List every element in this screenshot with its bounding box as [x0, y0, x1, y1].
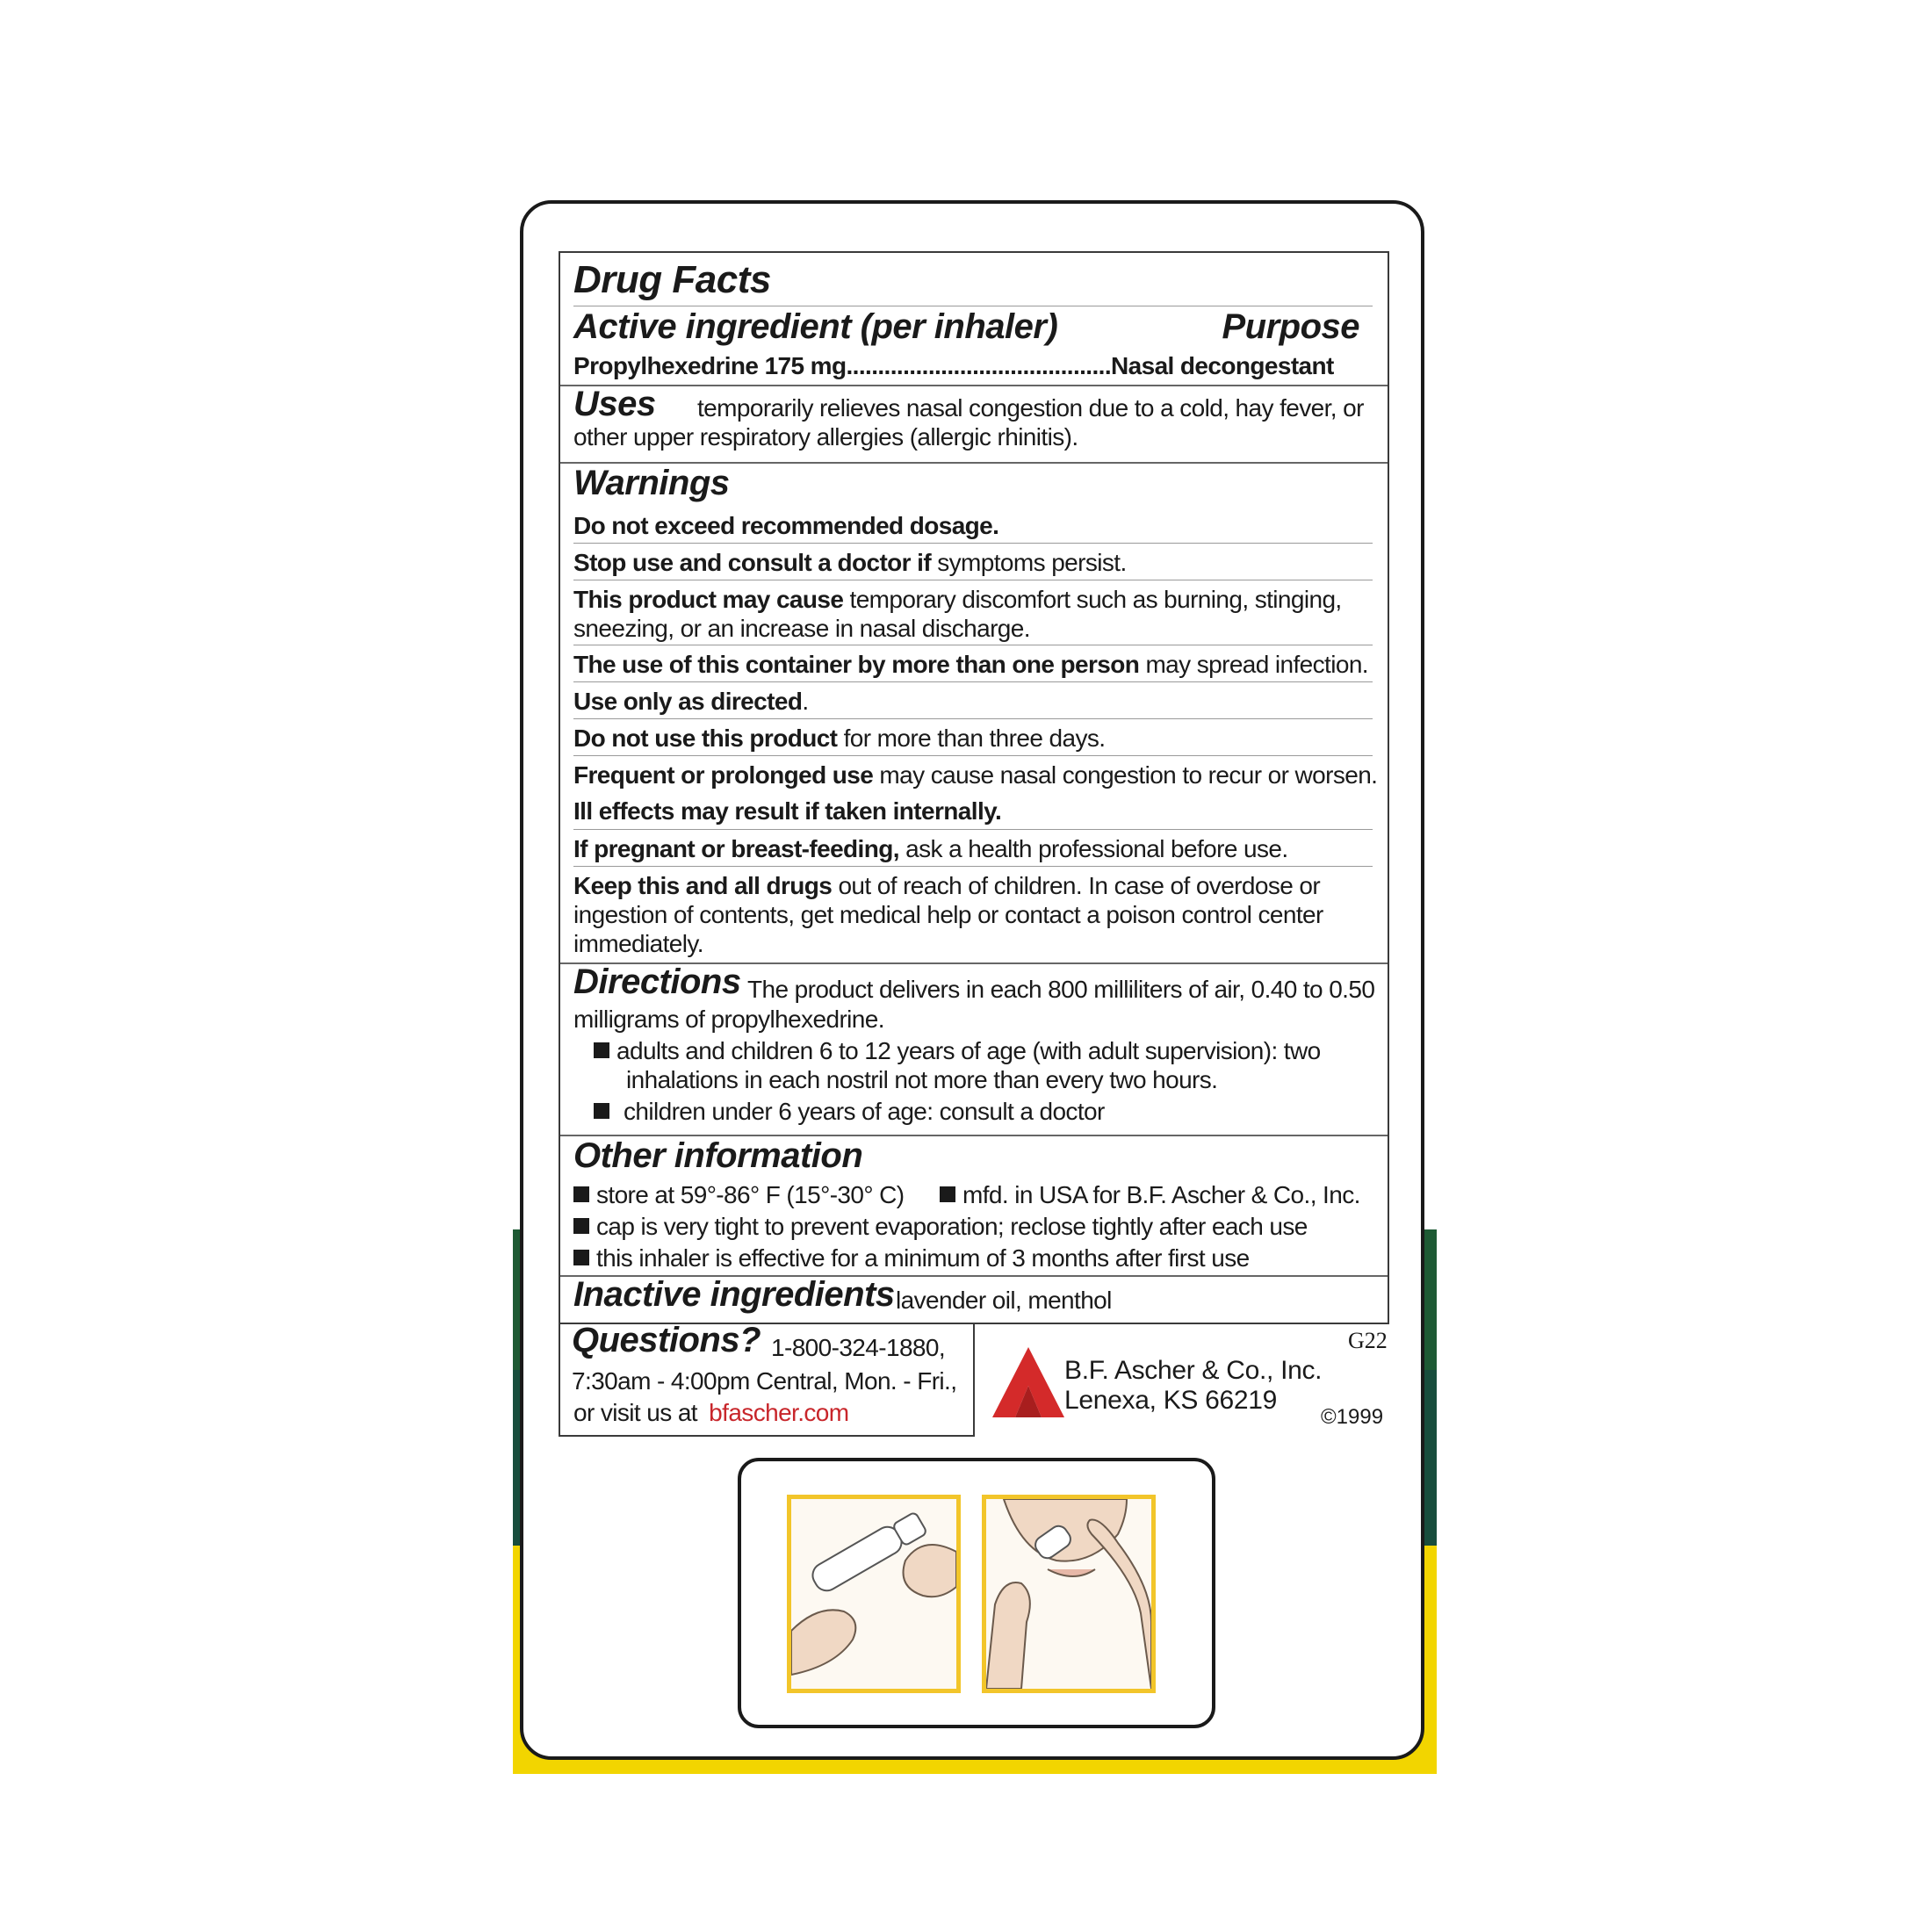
divider — [573, 755, 1373, 756]
warning-item: The use of this container by more than one person may spread infection. — [573, 651, 1368, 678]
uses-text-line1: temporarily relieves nasal congestion due to a cold, hay fever, or — [697, 394, 1364, 422]
company-logo-icon — [991, 1344, 1066, 1419]
divider — [573, 718, 1373, 719]
warning-item: If pregnant or breast-feeding, ask a health professional before use. — [573, 835, 1288, 862]
active-ingredient-name: Propylhexedrine 175 mg — [573, 352, 847, 379]
directions-heading: Directions — [573, 962, 741, 1001]
divider — [573, 681, 1373, 682]
bullet-icon — [594, 1103, 609, 1119]
directions-intro-line2: milligrams of propylhexedrine. — [573, 1006, 884, 1033]
purpose-heading: Purpose — [1222, 307, 1359, 346]
other-info-effective: this inhaler is effective for a minimum of 3 months after first use — [573, 1244, 1250, 1272]
questions-visit: or visit us at bfascher.com — [573, 1399, 849, 1426]
warning-item: This product may cause temporary discomfort such as burning, stinging, sneezing, or an increase in nasal discharge. — [573, 586, 1342, 642]
drug-facts-title: Drug Facts — [573, 258, 771, 301]
bullet-icon — [940, 1186, 955, 1202]
drug-facts-panel — [559, 251, 1389, 1324]
usage-illustrations — [738, 1458, 1215, 1728]
other-info-cap: cap is very tight to prevent evaporation; reclose tightly after each use — [573, 1212, 1308, 1241]
label-code: G22 — [1348, 1328, 1388, 1353]
directions-bullet-1-cont: inhalations in each nostril not more than every two hours. — [626, 1066, 1218, 1093]
hands-uncapping-icon — [791, 1499, 956, 1689]
warning-item: Frequent or prolonged use may cause nasal congestion to recur or worsen. — [573, 761, 1378, 789]
leader-dots: .......................................... — [846, 352, 1112, 379]
uses-heading: Uses — [573, 385, 656, 423]
bullet-icon — [573, 1218, 589, 1234]
inactive-ingredients-text: lavender oil, menthol — [896, 1287, 1112, 1314]
other-info-mfd: mfd. in USA for B.F. Ascher & Co., Inc. — [940, 1180, 1360, 1209]
active-ingredient-line — [573, 351, 1373, 380]
bullet-icon — [594, 1042, 609, 1058]
divider — [573, 543, 1373, 544]
divider — [573, 829, 1373, 830]
active-ingredient-purpose: Nasal decongestant — [1111, 352, 1334, 379]
bullet-icon — [573, 1186, 589, 1202]
copyright: ©1999 — [1321, 1405, 1384, 1429]
uses-text-line2: other upper respiratory allergies (allergic rhinitis). — [573, 423, 1078, 451]
questions-heading: Questions? — [572, 1321, 761, 1359]
directions-intro-line1: The product delivers in each 800 milliliters of air, 0.40 to 0.50 — [747, 976, 1375, 1003]
active-ingredient-heading: Active ingredient (per inhaler) — [573, 307, 1058, 346]
warning-item: Ill effects may result if taken internally. — [573, 797, 1002, 825]
other-information-heading: Other information — [573, 1136, 863, 1175]
warnings-heading: Warnings — [573, 464, 730, 502]
questions-hours: 7:30am - 4:00pm Central, Mon. - Fri., — [572, 1367, 957, 1395]
directions-bullet-1: adults and children 6 to 12 years of age (with adult supervision): two — [594, 1036, 1321, 1065]
website-link[interactable]: bfascher.com — [709, 1399, 849, 1426]
warning-item: Use only as directed. — [573, 688, 809, 715]
directions-bullet-2: children under 6 years of age: consult a doctor — [594, 1097, 1105, 1126]
warning-item: Keep this and all drugs out of reach of children. In case of overdose or ingestion of contents, get medical help or contact a poison control center immediately. — [573, 872, 1323, 957]
section-divider — [560, 385, 1388, 386]
uncap-inhaler-illustration — [787, 1495, 961, 1693]
company-address: Lenexa, KS 66219 — [1064, 1386, 1278, 1415]
warning-item: Stop use and consult a doctor if symptoms persist. — [573, 549, 1127, 576]
face-inhaling-icon — [986, 1499, 1151, 1689]
warning-item: Do not use this product for more than three days. — [573, 724, 1106, 752]
warning-item: Do not exceed recommended dosage. — [573, 512, 999, 539]
inactive-ingredients-heading: Inactive ingredients — [573, 1275, 895, 1314]
questions-phone: 1-800-324-1880, — [771, 1334, 946, 1361]
bullet-icon — [573, 1250, 589, 1265]
inhale-illustration — [982, 1495, 1156, 1693]
company-name: B.F. Ascher & Co., Inc. — [1064, 1356, 1323, 1385]
other-info-store: store at 59°-86° F (15°-30° C) — [573, 1180, 905, 1209]
divider — [573, 866, 1373, 867]
